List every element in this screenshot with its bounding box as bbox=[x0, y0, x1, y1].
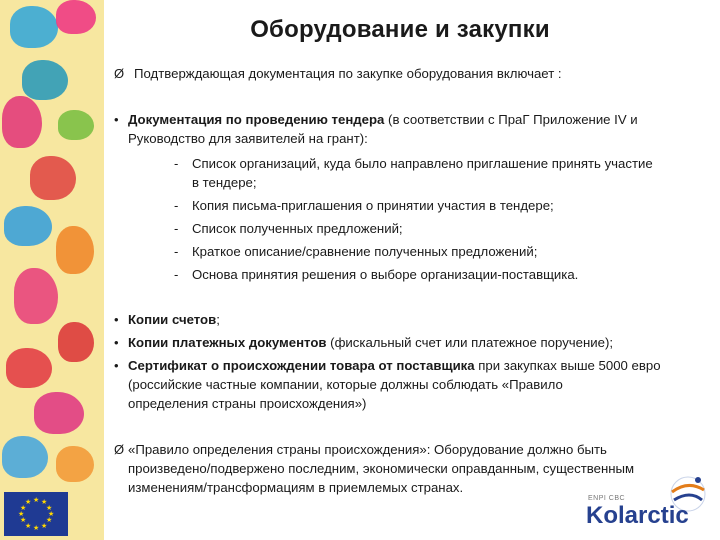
payments-rest: (фискальный счет или платежное поручение); bbox=[326, 335, 614, 350]
figure-pink-2 bbox=[14, 268, 58, 324]
bullet-marker: • bbox=[114, 312, 119, 327]
page-title: Оборудование и закупки bbox=[250, 16, 550, 43]
dash-marker: - bbox=[174, 244, 179, 259]
tender-item-3: Список полученных предложений; bbox=[192, 221, 403, 236]
intro-text: Подтверждающая документация по закупке оборудования включает : bbox=[134, 66, 562, 81]
kolarctic-logo bbox=[580, 470, 710, 534]
tender-line-2: Руководство для заявителей на грант): bbox=[128, 131, 368, 146]
enpi-cbc-label: ENPI CBC bbox=[588, 495, 626, 502]
dash-marker: - bbox=[174, 267, 179, 282]
bullet-marker: • bbox=[114, 335, 119, 350]
eu-flag: ★ ★ ★ ★ ★ ★ ★ ★ ★ ★ ★ ★ bbox=[4, 492, 68, 536]
tender-bold: Документация по проведению тендера bbox=[128, 112, 385, 127]
figure-blue-2 bbox=[4, 206, 52, 246]
figure-green bbox=[58, 110, 94, 140]
figure-orange bbox=[56, 226, 94, 274]
invoices-line bbox=[128, 310, 220, 329]
figure-red-3 bbox=[6, 348, 52, 388]
figure-red bbox=[30, 156, 76, 200]
certificate-rest: при закупках выше 5000 евро bbox=[474, 358, 661, 373]
figure-teal bbox=[22, 60, 68, 100]
tender-item-4: Краткое описание/сравнение полученных предложений; bbox=[192, 244, 538, 259]
arrow-marker: Ø bbox=[114, 66, 125, 81]
tender-heading bbox=[128, 110, 638, 129]
dash-marker: - bbox=[174, 221, 179, 236]
figure-magenta-2 bbox=[34, 392, 84, 434]
arrow-marker: Ø bbox=[114, 442, 125, 457]
certificate-line-3: определения страны происхождения») bbox=[128, 396, 367, 411]
figure-magenta bbox=[2, 96, 42, 148]
kolarctic-wordmark: Kolarctic bbox=[586, 502, 689, 529]
figure-blue bbox=[10, 6, 58, 48]
tender-rest: (в соответствии с ПраГ Приложение IV и bbox=[384, 112, 638, 127]
tender-item-2: Копия письма-приглашения о принятии участия в тендере; bbox=[192, 198, 554, 213]
certificate-bold: Сертификат о происхождении товара от поставщика bbox=[128, 358, 475, 373]
payments-line bbox=[128, 333, 613, 352]
bullet-marker: • bbox=[114, 112, 119, 127]
payments-bold: Копии платежных документов bbox=[128, 335, 327, 350]
figure-pink bbox=[56, 0, 96, 34]
certificate-line-2: (российские частные компании, которые должны соблюдать «Правило bbox=[128, 377, 563, 392]
certificate-line bbox=[128, 356, 661, 375]
decorative-children-figures-strip bbox=[0, 0, 104, 540]
rule-line-2: произведено/подвержено последним, экономически оправданным, существенным bbox=[128, 461, 635, 476]
invoices-rest: ; bbox=[216, 312, 220, 327]
figure-orange-2 bbox=[56, 446, 94, 482]
tender-item-1-cont: в тендере; bbox=[192, 175, 257, 190]
bullet-marker: • bbox=[114, 358, 119, 373]
tender-item-1: Список организаций, куда было направлено приглашение принять участие bbox=[192, 156, 653, 171]
figure-blue-3 bbox=[2, 436, 48, 478]
invoices-bold: Копии счетов bbox=[128, 312, 217, 327]
figure-red-2 bbox=[58, 322, 94, 362]
tender-item-5: Основа принятия решения о выборе организации-поставщика. bbox=[192, 267, 579, 282]
rule-line-1: «Правило определения страны происхождения»: Оборудование должно быть bbox=[128, 442, 607, 457]
dash-marker: - bbox=[174, 156, 179, 171]
rule-line-3: изменениям/трансформациям в приемлемых странах. bbox=[128, 480, 464, 495]
dash-marker: - bbox=[174, 198, 179, 213]
